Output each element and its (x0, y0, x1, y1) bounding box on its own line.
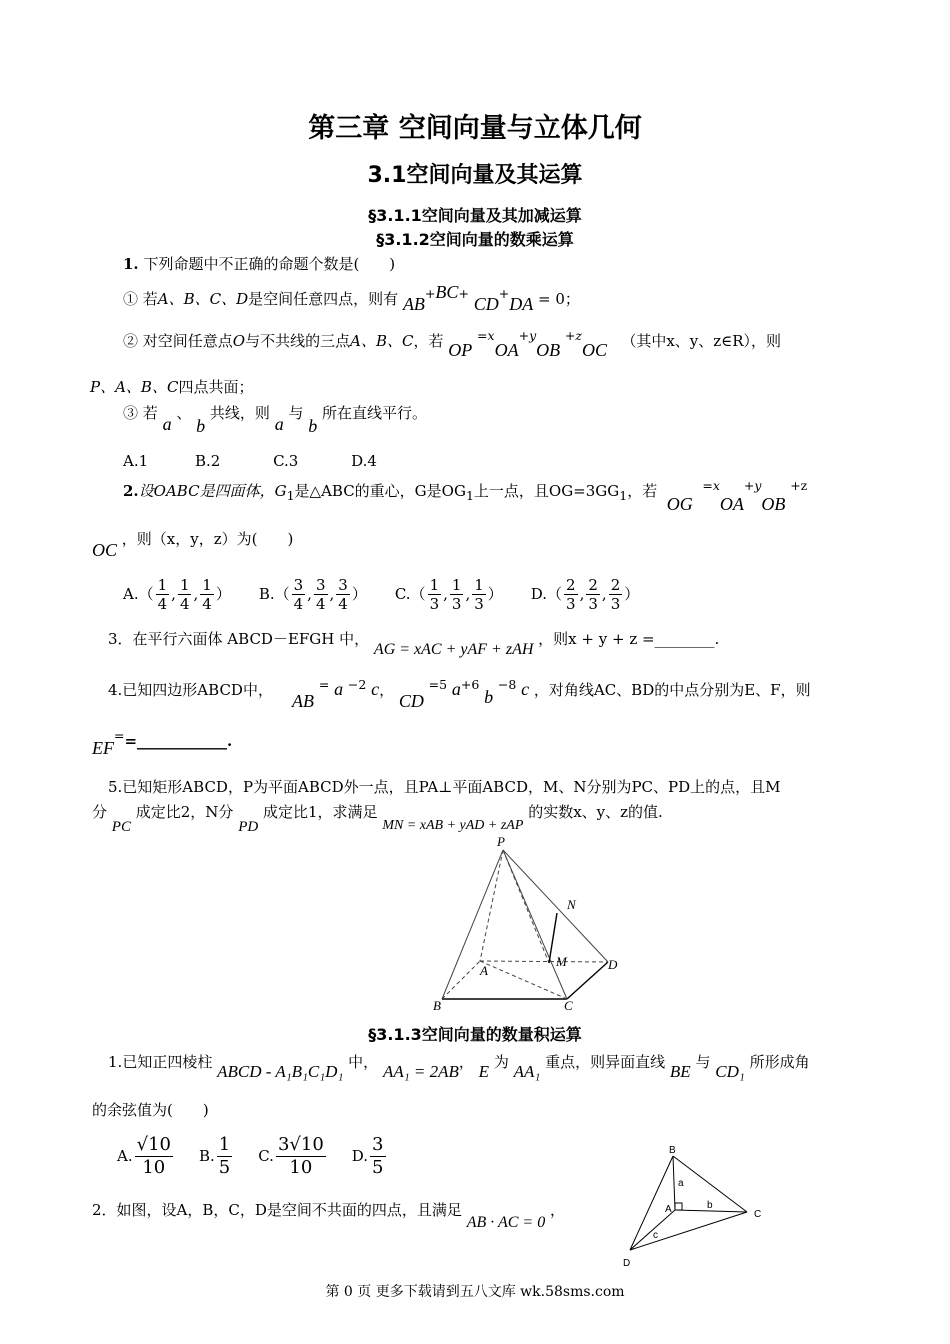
fig2-label-c-lower: c (653, 1230, 658, 1241)
fraction: $\frac{3}{4}$ (293, 576, 304, 613)
q1-number: 1. (123, 255, 139, 273)
fraction: $\frac{√10}{10}$ (136, 1134, 171, 1178)
fraction: $\frac{1}{4}$ (157, 576, 168, 613)
q3-tail: ，则x + y + z =________. (538, 630, 720, 648)
q7-text: 2．如图，设A，B，C，D是空间不共面的四点，且满足 (92, 1201, 462, 1219)
q5-line1: 5.已知矩形ABCD，P为平面ABCD外一点，且PA⊥平面ABCD，M、N分别为PC、PD上的点，且M (108, 778, 781, 796)
q3-text: 3．在平行六面体 ABCD－EFGH 中， (108, 630, 370, 648)
pyramid-figure (425, 833, 625, 1018)
q6-choice-b[interactable]: B. $\frac{1}{5}$ (198, 1134, 231, 1178)
q2-text-e: ，则（x，y，z）为( ) (121, 530, 294, 548)
q2-choices (123, 576, 667, 613)
subsection-title-3: §3.1.3空间向量的数量积运算 (368, 1025, 582, 1044)
q1-choice-c[interactable]: C.3 (273, 452, 299, 470)
fraction: $\frac{3}{5}$ (372, 1134, 384, 1178)
subsection-title-1: §3.1.1空间向量及其加减运算 (368, 206, 582, 225)
fig2-label-b-lower: b (707, 1200, 713, 1211)
q5-line2: 分 PC 成定比2，N分 PD 成定比1，求满足 MN = xAB + yAD + zAP 的实数x、y、z的值. (92, 803, 663, 835)
q6-choice-a[interactable]: A. $\frac{√10}{10}$ (117, 1134, 171, 1178)
tetrahedron-figure (615, 1140, 775, 1270)
q1-s1-text: 是空间任意四点，则有 (248, 290, 399, 308)
section-title: 3.1空间向量及其运算 (367, 163, 583, 188)
q2-stem: 2.设OABC是四面体，$G_1$是△ABC的重心，G是$OG_1$上一点，且$OG=3GG_1$，若 OG $^{=x}OA^{+y}OB$ $^{+z}$ (123, 478, 808, 514)
q2-choice-d[interactable]: D.（ $\frac{2}{3}$ , $\frac{2}{3}$ , $\frac{2}{3}$ ） (530, 576, 640, 613)
q2-text-c: 上一点，且OG=3GG (473, 482, 620, 500)
q7 (92, 1199, 565, 1231)
q1-s2-coplanar: 四点共面； (178, 378, 254, 396)
fraction: $\frac{3}{4}$ (338, 576, 348, 613)
label-c: C (564, 998, 573, 1013)
q1-s3-tail: 所在直线平行。 (322, 404, 428, 422)
q5-text-d: 的实数x、y、z的值. (528, 803, 663, 821)
q5-formula: MN = xAB + yAD + zAP (382, 818, 524, 833)
q6-text-c: ， (458, 1053, 474, 1071)
q2-text-b: 是△ABC的重心，G是OG (294, 482, 466, 500)
q1-choices (123, 452, 377, 470)
fig2-label-a: A (665, 1204, 672, 1215)
fraction: $\frac{1}{5}$ (218, 1134, 231, 1178)
q4-text2: ，对角线AC、BD的中点分别为E、F，则 (533, 681, 811, 699)
chapter-title: 第三章 空间向量与立体几何 (308, 113, 642, 144)
q4-answer: EF==____________. (92, 728, 233, 758)
fraction: $\frac{2}{3}$ (588, 576, 598, 613)
fraction: $\frac{1}{4}$ (179, 576, 190, 613)
label-d: D (608, 957, 618, 972)
q6-text-e: 重点，则异面直线 (545, 1053, 666, 1071)
q5-text-c: 成定比1，求满足 (262, 803, 378, 821)
q1-s2-where: （其中x、y、z∈R），则 (621, 332, 782, 350)
fraction: $\frac{1}{4}$ (202, 576, 212, 613)
label-p: P (497, 834, 505, 849)
q2-choice-a[interactable]: A.（ $\frac{1}{4}$ , $\frac{1}{4}$ , $\frac{1}{4}$ ） (123, 576, 231, 613)
fig2-label-a-lower: a (678, 1178, 684, 1189)
q1-choice-d[interactable]: D.4 (351, 452, 377, 470)
q2-text-d: ，若 (627, 482, 658, 500)
q6-text-g: 所形成角 (749, 1053, 810, 1071)
q1-s2-points: A、B、C (350, 332, 414, 350)
fig2-label-c: C (754, 1209, 762, 1220)
q2-number: 2. (123, 482, 139, 500)
q1-s3-prefix: ③ 若 (123, 404, 158, 422)
fraction: $\frac{1}{3}$ (474, 576, 484, 613)
label-n: N (567, 897, 576, 912)
fraction: $\frac{3√10}{10}$ (277, 1134, 324, 1178)
fig2-label-d: D (623, 1258, 631, 1269)
fraction: $\frac{2}{3}$ (610, 576, 621, 613)
q1-choice-b[interactable]: B.2 (194, 452, 221, 470)
q7-formula: AB · AC = 0 (466, 1214, 546, 1231)
q1-statement-2: ② 对空间任意点O与不共线的三点A、B、C，若 OP $^{=x}OA^{+y}OB$ $^{+z}$OC （其中x、y、z∈R），则 (123, 328, 782, 360)
q4-blank[interactable]: =____________. (124, 732, 233, 750)
q6-text-f: 与 (695, 1053, 711, 1071)
fraction: $\frac{3}{4}$ (315, 576, 326, 613)
q6-stem: 1.已知正四棱柱 ABCD - A₁B₁C₁D₁ 中， AA₁ = 2AB， E 为 AA₁ 重点，则异面直线 BE 与 CD₁ 所形成角 (108, 1053, 810, 1081)
q1-s2-prefix: ② 对空间任意点 (123, 332, 233, 350)
q6-eq: AA₁ = 2AB (382, 1062, 459, 1081)
q6-line2: 的余弦值为( ) (92, 1101, 209, 1119)
q1-statement-2-cont (90, 376, 253, 397)
q1-s1-prefix: ① 若 (123, 290, 158, 308)
q6-choice-c[interactable]: C. $\frac{3√10}{10}$ (258, 1134, 324, 1178)
q1-s2-text: 与不共线的三点 (245, 332, 351, 350)
q2-text-a: 设OABC是四面体，G (138, 482, 287, 500)
q5-text-a: 分 (92, 803, 108, 821)
q1-s3-and: 与 (288, 404, 304, 422)
subsection-title-2: §3.1.2空间向量的数乘运算 (376, 230, 574, 249)
q2-choice-b[interactable]: B.（ $\frac{3}{4}$ , $\frac{3}{4}$ , $\frac{3}{4}$ ） (258, 576, 367, 613)
q1-s3-text: 共线，则 (209, 404, 270, 422)
q6-choice-d[interactable]: D. $\frac{3}{5}$ (351, 1134, 384, 1178)
q1-s2-if: ，若 (413, 332, 444, 350)
q6-text-a: 已知正四棱柱 (122, 1053, 213, 1071)
q6-text-b: 中， (348, 1053, 379, 1071)
q6-prism: ABCD - A₁B₁C₁D₁ (217, 1062, 344, 1081)
fraction: $\frac{2}{3}$ (566, 576, 576, 613)
q2-choice-c[interactable]: C.（ $\frac{1}{3}$ , $\frac{1}{3}$ , $\frac{1}{3}$ ） (394, 576, 503, 613)
label-b: B (433, 998, 441, 1013)
q1-statement-3: ③ 若 a 、 b 共线，则 a 与 b 所在直线平行。 (123, 404, 428, 436)
q1-s2-o: O (232, 332, 246, 350)
fraction: $\frac{1}{3}$ (451, 576, 462, 613)
q7-tail: ， (549, 1201, 565, 1219)
fig2-label-b: B (669, 1145, 676, 1156)
q4-text: 4.已知四边形ABCD中， (108, 681, 273, 699)
page-footer: 第 0 页 更多下载请到五八文库 wk.58sms.com (325, 1284, 625, 1300)
q2-stem-cont: OC ，则（x，y，z）为( ) (92, 530, 294, 560)
q4: 4.已知四边形ABCD中， AB = a $^{-2}$ c， CD $^{=5}$ $a^{+6}$ b $^{-8}$ c ，对角线AC、BD的中点分别为E、F，则 (108, 677, 811, 711)
q3-formula: AG = xAC + yAF + zAH (373, 641, 534, 658)
q6-text-d: 为 (493, 1053, 509, 1071)
label-a: A (480, 963, 488, 978)
fraction: $\frac{1}{3}$ (429, 576, 440, 613)
q3 (108, 628, 720, 658)
q1-s1-eq: = 0； (537, 290, 580, 308)
q5-text-b: 成定比2，N分 (135, 803, 234, 821)
q1-s1-points: A、B、C、D (157, 290, 249, 308)
q6-choices (117, 1134, 412, 1179)
q6-number: 1. (108, 1053, 123, 1071)
q1-stem-text: 下列命题中不正确的命题个数是( ) (143, 255, 396, 273)
q1-statement-1: ① 若A、B、C、D是空间任意四点，则有 AB+BC+ CD+DA = 0； (123, 282, 580, 314)
label-m: M (556, 954, 567, 969)
q1-stem (123, 253, 395, 274)
q1-s2-pabc: P、A、B、C (90, 378, 179, 396)
q1-choice-a[interactable]: A.1 (123, 452, 149, 470)
